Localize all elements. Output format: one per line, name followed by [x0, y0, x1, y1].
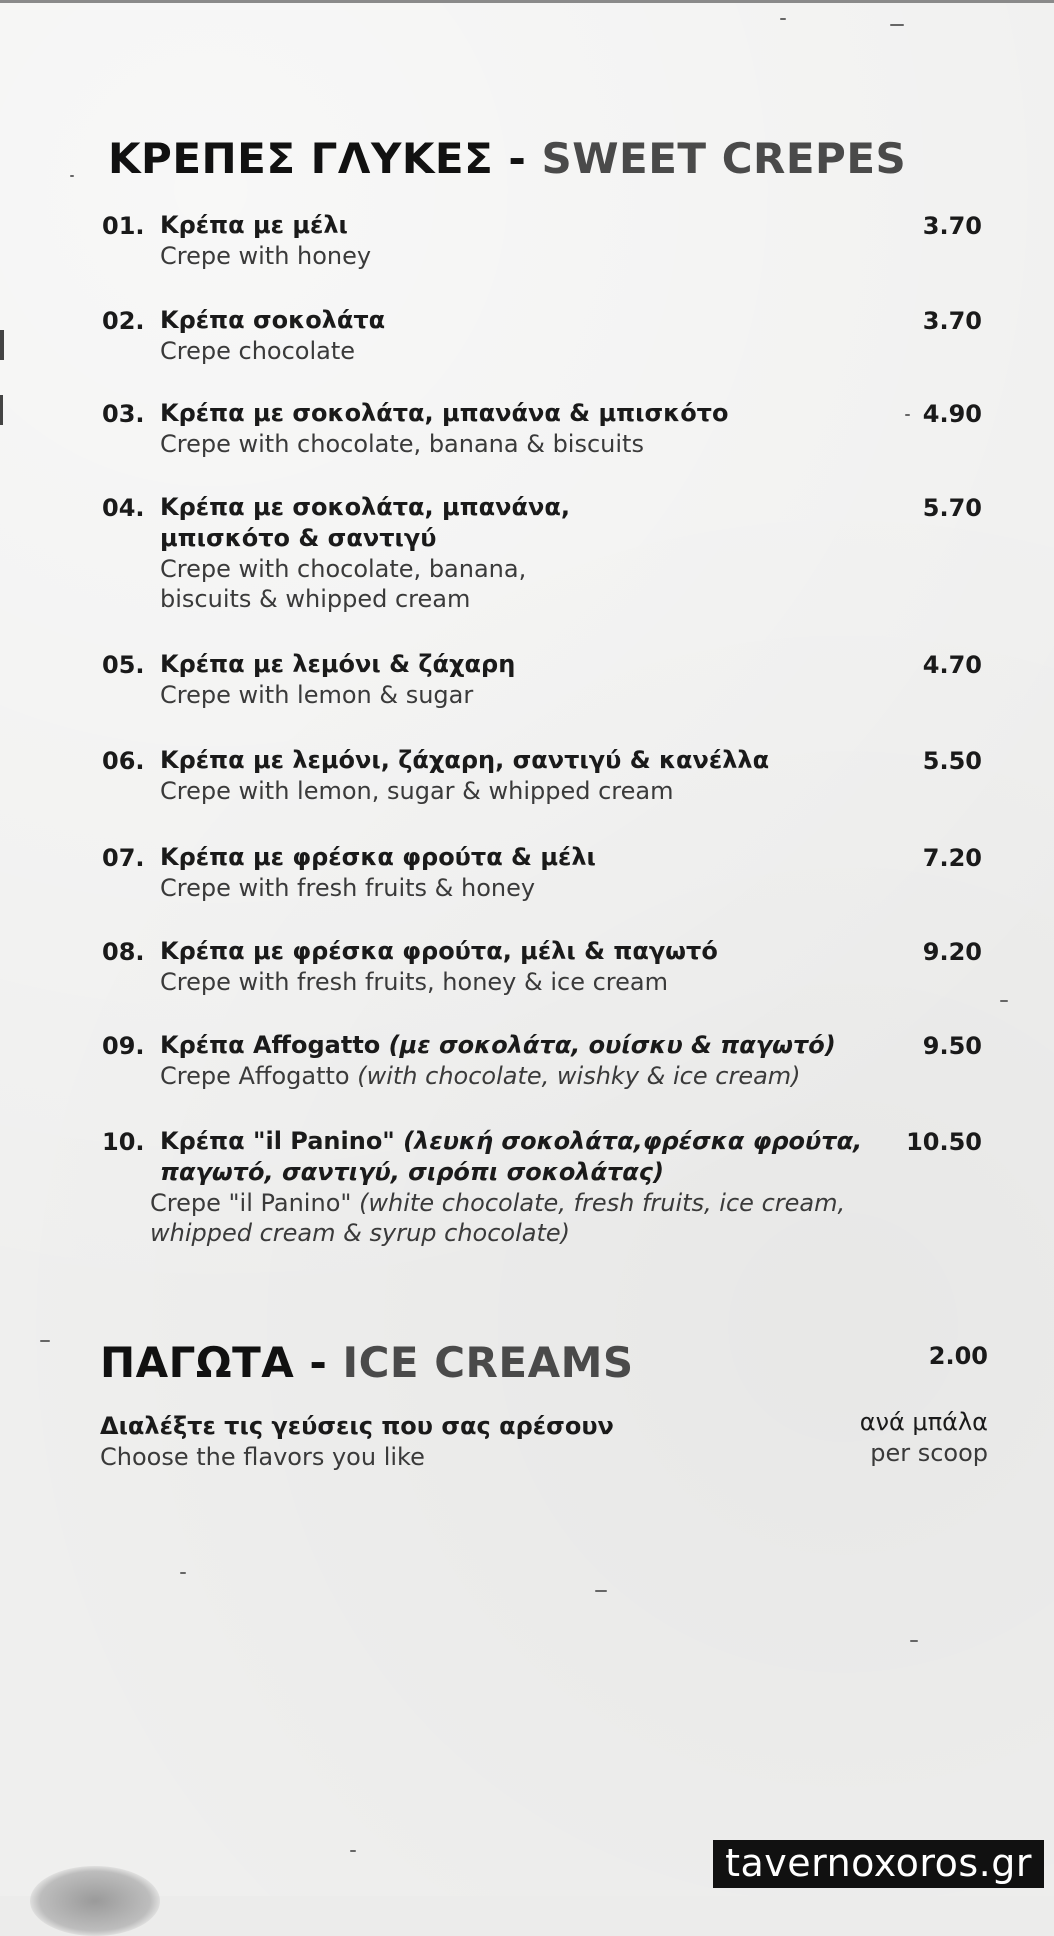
item-number: 10.	[102, 1128, 145, 1156]
item-price: 9.50	[922, 1032, 982, 1060]
item-number: 06.	[102, 747, 145, 775]
item-body	[160, 745, 920, 806]
title-separator: -	[309, 1338, 328, 1387]
item-number: 03.	[102, 400, 145, 428]
item-name-en: Crepe with lemon, sugar & whipped cream	[160, 777, 674, 805]
paper-corner-shadow	[30, 1866, 160, 1936]
item-number: 04.	[102, 494, 145, 522]
ice-cream-desc-gr: Διαλέξτε τις γεύσεις που σας αρέσουν	[100, 1412, 614, 1440]
paper-speck	[180, 1572, 186, 1574]
item-name-en: Crepe with fresh fruits, honey & ice cream	[160, 968, 668, 996]
ice-cream-description	[100, 1410, 614, 1472]
watermark: tavernoxoros.gr	[713, 1840, 1044, 1888]
item-name-en	[160, 1061, 920, 1091]
paper-speck	[350, 1850, 356, 1852]
item-name-en: Crepe with fresh fruits & honey	[160, 874, 536, 902]
paper-speck	[780, 18, 786, 20]
paper-speck	[70, 175, 74, 177]
item-body	[160, 1126, 920, 1188]
item-name-gr	[160, 1126, 920, 1157]
item-name-gr	[160, 1030, 920, 1061]
item-name-en-main: Crepe "il Panino"	[150, 1189, 352, 1217]
item-price: 5.50	[922, 747, 982, 775]
item-body	[160, 1030, 920, 1091]
ice-cream-unit	[860, 1406, 988, 1468]
item-name-en	[150, 1188, 910, 1218]
item-name-gr: Κρέπα με μέλι	[160, 211, 348, 239]
paper-speck	[40, 1340, 50, 1342]
item-body	[160, 492, 920, 614]
item-name-en: Crepe with chocolate, banana,	[160, 555, 527, 583]
item-price: 9.20	[922, 938, 982, 966]
ice-creams-title	[100, 1338, 634, 1387]
item-name-gr: Κρέπα με λεμόνι & ζάχαρη	[160, 650, 516, 678]
item-price: 4.70	[922, 651, 982, 679]
sweet-crepes-title-en: SWEET CREPES	[541, 134, 907, 183]
ice-creams-title-gr: ΠΑΓΩΤΑ	[100, 1338, 295, 1387]
paper-left-mark	[0, 395, 3, 425]
item-price: 7.20	[922, 844, 982, 872]
item-name-en: Crepe with lemon & sugar	[160, 681, 474, 709]
item-name-gr: Κρέπα με σοκολάτα, μπανάνα,	[160, 493, 570, 521]
item-name-gr: Κρέπα με φρέσκα φρούτα, μέλι & παγωτό	[160, 937, 718, 965]
item-name-gr: Κρέπα σοκολάτα	[160, 306, 386, 334]
item-name-gr-detail: (με σοκολάτα, ουίσκυ & παγωτό)	[388, 1031, 836, 1059]
item-number: 02.	[102, 307, 145, 335]
item-body	[160, 842, 920, 903]
item-price: 3.70	[922, 307, 982, 335]
item-name-en-detail: (with chocolate, wishky & ice cream)	[357, 1062, 801, 1090]
paper-left-mark	[0, 330, 4, 360]
item-name-en: biscuits & whipped cream	[160, 585, 471, 613]
ice-cream-unit-gr: ανά μπάλα	[859, 1408, 988, 1436]
ice-cream-desc-en: Choose the flavors you like	[100, 1443, 425, 1471]
item-number: 08.	[102, 938, 145, 966]
item-name-en-detail: whipped cream & syrup chocolate)	[150, 1219, 571, 1247]
item-name-gr-main: Κρέπα "il Panino"	[160, 1127, 395, 1155]
item-name-gr: Κρέπα με σοκολάτα, μπανάνα & μπισκότο	[160, 399, 729, 427]
sweet-crepes-title	[108, 134, 907, 183]
item-body	[160, 936, 920, 997]
item-body	[160, 398, 920, 459]
item-number: 05.	[102, 651, 145, 679]
item-body-en	[150, 1188, 910, 1248]
item-body	[160, 305, 920, 366]
item-name-en-detail: (white chocolate, fresh fruits, ice cream,	[359, 1189, 846, 1217]
item-price: 10.50	[906, 1128, 982, 1156]
item-name-gr: Κρέπα με φρέσκα φρούτα & μέλι	[160, 843, 596, 871]
sweet-crepes-title-gr: ΚΡΕΠΕΣ ΓΛΥΚΕΣ	[108, 134, 494, 183]
item-name-gr-main: Κρέπα Affogatto	[160, 1031, 381, 1059]
item-name-gr: μπισκότο & σαντιγύ	[160, 524, 437, 552]
item-name-gr-detail: παγωτό, σαντιγύ, σιρόπι σοκολάτας)	[160, 1158, 664, 1186]
item-name-en-main: Crepe Affogatto	[160, 1062, 350, 1090]
title-separator: -	[508, 134, 527, 183]
item-price: 3.70	[922, 212, 982, 240]
paper-speck	[910, 1640, 918, 1642]
paper-speck	[890, 24, 904, 26]
item-body	[160, 649, 920, 710]
paper-top-edge	[0, 0, 1054, 3]
item-name-en: Crepe with chocolate, banana & biscuits	[160, 430, 644, 458]
item-number: 01.	[102, 212, 145, 240]
item-name-en: Crepe with honey	[160, 242, 372, 270]
ice-creams-title-en: ICE CREAMS	[342, 1338, 634, 1387]
ice-cream-price: 2.00	[928, 1342, 988, 1370]
item-body	[160, 210, 920, 271]
paper-speck	[1000, 1000, 1008, 1002]
paper-speck	[595, 1590, 607, 1592]
ice-cream-unit-en: per scoop	[870, 1439, 988, 1467]
item-name-gr-detail: (λευκή σοκολάτα,φρέσκα φρούτα,	[403, 1127, 863, 1155]
item-price: 4.90	[922, 400, 982, 428]
item-price: 5.70	[922, 494, 982, 522]
item-name-en: Crepe chocolate	[160, 337, 356, 365]
item-number: 09.	[102, 1032, 145, 1060]
item-name-gr: Κρέπα με λεμόνι, ζάχαρη, σαντιγύ & κανέλλα	[160, 746, 770, 774]
item-number: 07.	[102, 844, 145, 872]
